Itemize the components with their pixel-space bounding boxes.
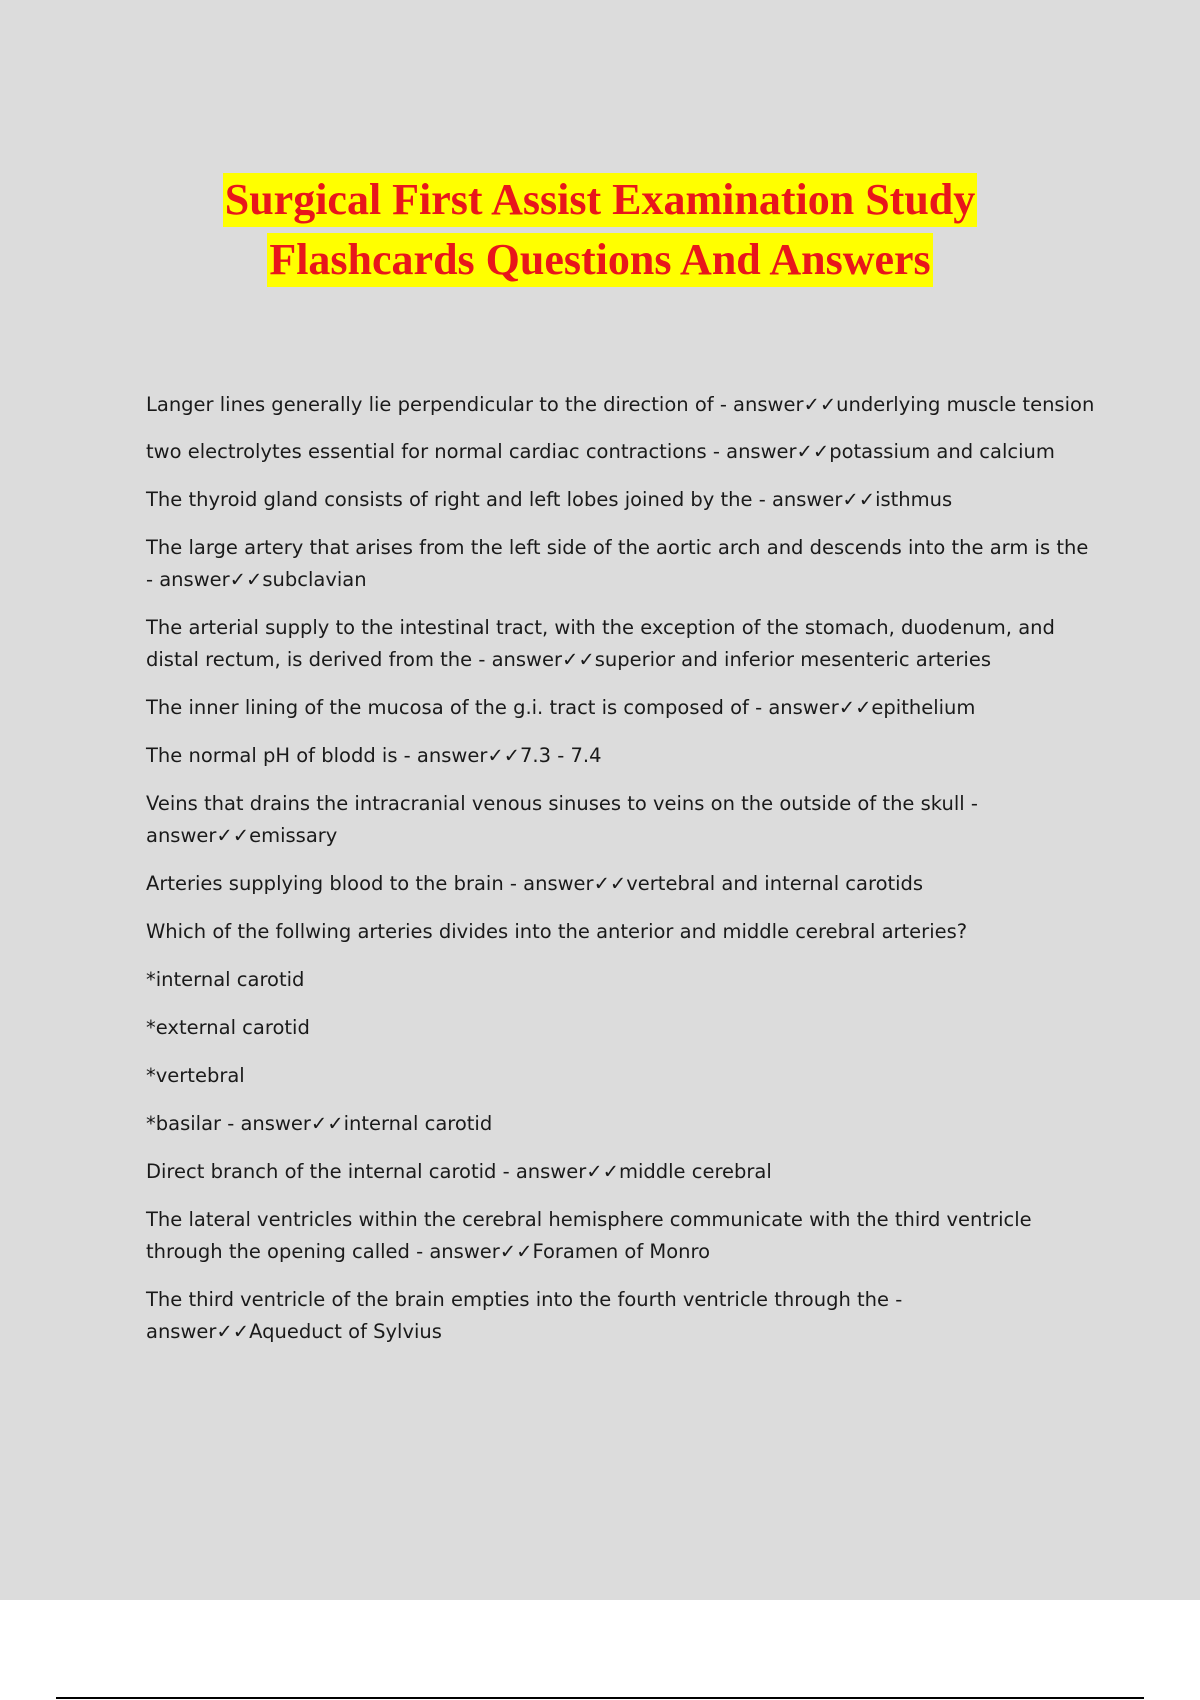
title-line-2: Flashcards Questions And Answers xyxy=(267,233,932,287)
flashcard-entry: The lateral ventricles within the cerebral hemisphere communicate with the third ventricle through the opening called - answer✓✓Foramen of Monro xyxy=(146,1208,1032,1263)
flashcard-entry: Arteries supplying blood to the brain - answer✓✓vertebral and internal carotids xyxy=(146,872,924,895)
title-line-1: Surgical First Assist Examination Study xyxy=(223,173,978,227)
flashcard-entry: two electrolytes essential for normal cardiac contractions - answer✓✓potassium and calcium xyxy=(146,440,1055,463)
flashcard-entry: The arterial supply to the intestinal tract, with the exception of the stomach, duodenum, and distal rectum, is derived from the - answer✓✓superior and inferior mesenteric arteries xyxy=(146,616,1055,671)
document-title xyxy=(0,170,1200,290)
flashcard-option: *internal carotid xyxy=(146,968,305,991)
flashcard-option: *external carotid xyxy=(146,1016,310,1039)
flashcard-entry: The normal pH of blodd is - answer✓✓7.3 - 7.4 xyxy=(146,744,602,767)
flashcard-option: *vertebral xyxy=(146,1064,245,1087)
flashcard-entry: The thyroid gland consists of right and left lobes joined by the - answer✓✓isthmus xyxy=(146,488,953,511)
page-divider xyxy=(56,1697,1144,1699)
flashcard-option: *basilar - answer✓✓internal carotid xyxy=(146,1112,493,1135)
flashcard-entry: Direct branch of the internal carotid - answer✓✓middle cerebral xyxy=(146,1160,772,1183)
flashcard-question: Which of the follwing arteries divides into the anterior and middle cerebral arteries? xyxy=(146,920,968,943)
flashcard-list xyxy=(146,390,1096,1364)
flashcard-entry: Veins that drains the intracranial venous sinuses to veins on the outside of the skull - answer✓✓emissary xyxy=(146,792,978,847)
flashcard-entry: The third ventricle of the brain empties into the fourth ventricle through the - answer✓✓Aqueduct of Sylvius xyxy=(146,1288,903,1343)
flashcard-entry: The inner lining of the mucosa of the g.i. tract is composed of - answer✓✓epithelium xyxy=(146,696,976,719)
flashcard-entry: Langer lines generally lie perpendicular to the direction of - answer✓✓underlying muscle tension xyxy=(146,393,1095,416)
flashcard-entry: The large artery that arises from the left side of the aortic arch and descends into the arm is the - answer✓✓subclavian xyxy=(146,536,1089,591)
